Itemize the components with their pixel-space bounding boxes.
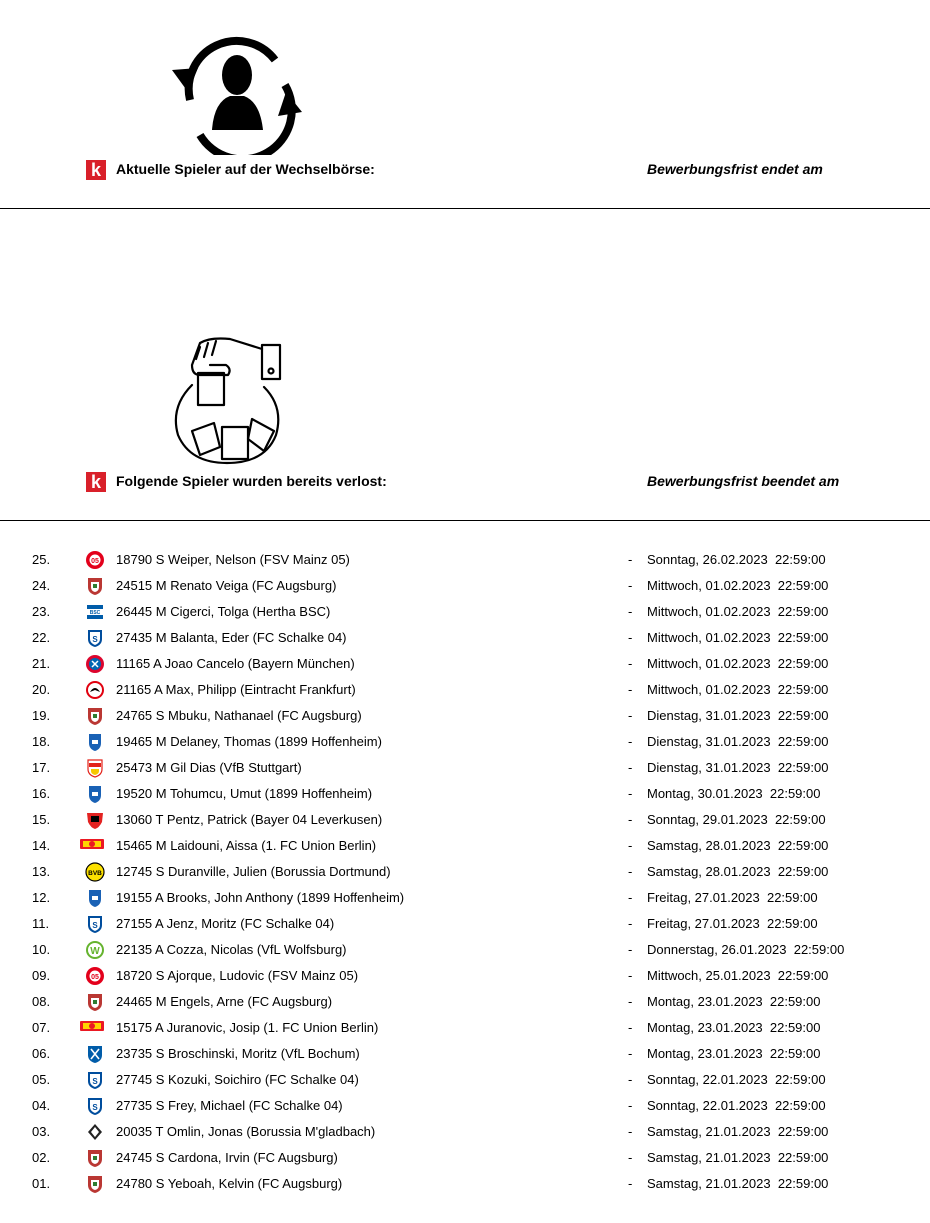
player-row <box>0 547 930 573</box>
club-crest-icon <box>85 1070 105 1090</box>
separator-dash: - <box>628 1150 633 1165</box>
deadline-date: Samstag, 28.01.2023 22:59:00 <box>647 838 829 853</box>
separator-dash: - <box>628 1098 633 1113</box>
row-number: 10. <box>32 942 51 957</box>
player-name: 24745 S Cardona, Irvin (FC Augsburg) <box>116 1150 338 1165</box>
row-number: 09. <box>32 968 51 983</box>
separator-dash: - <box>628 916 633 931</box>
separator-dash: - <box>628 812 633 827</box>
deadline-date: Sonntag, 26.02.2023 22:59:00 <box>647 552 826 567</box>
section-header-deadline-ends: Bewerbungsfrist endet am <box>647 161 823 177</box>
separator-dash: - <box>628 578 633 593</box>
separator-dash: - <box>628 838 633 853</box>
deadline-date: Mittwoch, 01.02.2023 22:59:00 <box>647 682 829 697</box>
club-crest-icon <box>85 888 105 908</box>
row-number: 18. <box>32 734 51 749</box>
player-row <box>0 1067 930 1093</box>
club-crest-icon <box>85 680 105 700</box>
player-name: 27745 S Kozuki, Soichiro (FC Schalke 04) <box>116 1072 359 1087</box>
club-crest-icon <box>85 862 105 882</box>
player-row <box>0 1145 930 1171</box>
section-title-drawn: Folgende Spieler wurden bereits verlost: <box>116 473 387 489</box>
player-name: 19520 M Tohumcu, Umut (1899 Hoffenheim) <box>116 786 373 801</box>
club-crest-icon <box>85 810 105 830</box>
player-name: 11165 A Joao Cancelo (Bayern München) <box>116 656 355 671</box>
separator-dash: - <box>628 630 633 645</box>
player-name: 24780 S Yeboah, Kelvin (FC Augsburg) <box>116 1176 343 1191</box>
row-number: 15. <box>32 812 51 827</box>
section-header-deadline-ended: Bewerbungsfrist beendet am <box>647 473 840 489</box>
row-number: 06. <box>32 1046 51 1061</box>
player-name: 19465 M Delaney, Thomas (1899 Hoffenheim) <box>116 734 382 749</box>
separator-dash: - <box>628 734 633 749</box>
player-row <box>0 1093 930 1119</box>
deadline-date: Mittwoch, 01.02.2023 22:59:00 <box>647 656 829 671</box>
row-number: 12. <box>32 890 51 905</box>
club-crest-icon <box>85 940 105 960</box>
player-row <box>0 755 930 781</box>
club-crest-icon <box>85 576 105 596</box>
player-row <box>0 885 930 911</box>
player-name: 19155 A Brooks, John Anthony (1899 Hoffenheim) <box>116 890 405 905</box>
row-number: 02. <box>32 1150 51 1165</box>
row-number: 04. <box>32 1098 51 1113</box>
row-number: 08. <box>32 994 51 1009</box>
deadline-date: Sonntag, 22.01.2023 22:59:00 <box>647 1072 826 1087</box>
club-crest-icon <box>85 784 105 804</box>
player-name: 24765 S Mbuku, Nathanael (FC Augsburg) <box>116 708 362 723</box>
player-row <box>0 703 930 729</box>
player-name: 27155 A Jenz, Moritz (FC Schalke 04) <box>116 916 335 931</box>
deadline-date: Sonntag, 22.01.2023 22:59:00 <box>647 1098 826 1113</box>
player-name: 15175 A Juranovic, Josip (1. FC Union Berlin) <box>116 1020 379 1035</box>
player-name: 21165 A Max, Philipp (Eintracht Frankfurt) <box>116 682 356 697</box>
svg-text:S: S <box>92 1077 98 1086</box>
svg-text:S: S <box>92 921 98 930</box>
separator-dash: - <box>628 552 633 567</box>
player-name: 27435 M Balanta, Eder (FC Schalke 04) <box>116 630 347 645</box>
player-name: 22135 A Cozza, Nicolas (VfL Wolfsburg) <box>116 942 347 957</box>
club-crest-icon <box>80 836 100 856</box>
player-row <box>0 781 930 807</box>
divider <box>0 208 930 209</box>
row-number: 25. <box>32 552 51 567</box>
row-number: 20. <box>32 682 51 697</box>
club-crest-icon <box>85 966 105 986</box>
deadline-date: Mittwoch, 01.02.2023 22:59:00 <box>647 604 829 619</box>
separator-dash: - <box>628 994 633 1009</box>
separator-dash: - <box>628 1046 633 1061</box>
svg-text:S: S <box>92 635 98 644</box>
club-crest-icon <box>85 1174 105 1194</box>
row-number: 21. <box>32 656 51 671</box>
row-number: 05. <box>32 1072 51 1087</box>
player-row <box>0 599 930 625</box>
row-number: 17. <box>32 760 51 775</box>
player-row <box>0 937 930 963</box>
separator-dash: - <box>628 1072 633 1087</box>
deadline-date: Freitag, 27.01.2023 22:59:00 <box>647 916 818 931</box>
deadline-date: Montag, 23.01.2023 22:59:00 <box>647 1020 821 1035</box>
separator-dash: - <box>628 864 633 879</box>
lottery-drawing-icon <box>170 335 285 465</box>
separator-dash: - <box>628 682 633 697</box>
row-number: 22. <box>32 630 51 645</box>
club-crest-icon <box>85 602 105 622</box>
kicker-logo: k <box>86 472 106 492</box>
row-number: 13. <box>32 864 51 879</box>
player-row <box>0 1119 930 1145</box>
row-number: 07. <box>32 1020 51 1035</box>
separator-dash: - <box>628 942 633 957</box>
club-crest-icon <box>85 628 105 648</box>
separator-dash: - <box>628 604 633 619</box>
deadline-date: Samstag, 21.01.2023 22:59:00 <box>647 1150 829 1165</box>
club-crest-icon <box>85 758 105 778</box>
svg-text:BVB: BVB <box>88 870 102 877</box>
player-name: 13060 T Pentz, Patrick (Bayer 04 Leverkusen) <box>116 812 383 827</box>
club-crest-icon <box>85 1122 105 1142</box>
deadline-date: Samstag, 28.01.2023 22:59:00 <box>647 864 829 879</box>
row-number: 24. <box>32 578 51 593</box>
row-number: 19. <box>32 708 51 723</box>
deadline-date: Dienstag, 31.01.2023 22:59:00 <box>647 734 829 749</box>
player-name: 25473 M Gil Dias (VfB Stuttgart) <box>116 760 302 775</box>
deadline-date: Mittwoch, 01.02.2023 22:59:00 <box>647 630 829 645</box>
club-crest-icon <box>85 1096 105 1116</box>
row-number: 11. <box>32 916 50 931</box>
club-crest-icon <box>85 992 105 1012</box>
player-name: 20035 T Omlin, Jonas (Borussia M'gladbach) <box>116 1124 376 1139</box>
row-number: 01. <box>32 1176 51 1191</box>
player-name: 24465 M Engels, Arne (FC Augsburg) <box>116 994 333 1009</box>
deadline-date: Montag, 23.01.2023 22:59:00 <box>647 1046 821 1061</box>
svg-text:S: S <box>92 1103 98 1112</box>
player-name: 18720 S Ajorque, Ludovic (FSV Mainz 05) <box>116 968 359 983</box>
club-crest-icon <box>80 1018 100 1038</box>
player-row <box>0 989 930 1015</box>
player-row <box>0 911 930 937</box>
kicker-logo: k <box>86 160 106 180</box>
deadline-date: Montag, 23.01.2023 22:59:00 <box>647 994 821 1009</box>
player-name: 15465 M Laidouni, Aissa (1. FC Union Berlin) <box>116 838 377 853</box>
separator-dash: - <box>628 786 633 801</box>
row-number: 03. <box>32 1124 51 1139</box>
player-row <box>0 729 930 755</box>
row-number: 14. <box>32 838 51 853</box>
deadline-date: Dienstag, 31.01.2023 22:59:00 <box>647 760 829 775</box>
player-row <box>0 573 930 599</box>
deadline-date: Freitag, 27.01.2023 22:59:00 <box>647 890 818 905</box>
player-row <box>0 1015 930 1041</box>
deadline-date: Sonntag, 29.01.2023 22:59:00 <box>647 812 826 827</box>
player-row <box>0 807 930 833</box>
club-crest-icon <box>85 706 105 726</box>
separator-dash: - <box>628 656 633 671</box>
svg-text:05: 05 <box>91 974 99 981</box>
player-name: 27735 S Frey, Michael (FC Schalke 04) <box>116 1098 343 1113</box>
section-title-current: Aktuelle Spieler auf der Wechselbörse: <box>116 161 375 177</box>
separator-dash: - <box>628 1124 633 1139</box>
club-crest-icon <box>85 654 105 674</box>
player-name: 23735 S Broschinski, Moritz (VfL Bochum) <box>116 1046 360 1061</box>
deadline-date: Donnerstag, 26.01.2023 22:59:00 <box>647 942 845 957</box>
player-row <box>0 677 930 703</box>
club-crest-icon <box>85 1044 105 1064</box>
row-number: 23. <box>32 604 51 619</box>
deadline-date: Dienstag, 31.01.2023 22:59:00 <box>647 708 829 723</box>
player-row <box>0 859 930 885</box>
club-crest-icon <box>85 550 105 570</box>
player-name: 12745 S Duranville, Julien (Borussia Dortmund) <box>116 864 391 879</box>
separator-dash: - <box>628 968 633 983</box>
player-name: 18790 S Weiper, Nelson (FSV Mainz 05) <box>116 552 350 567</box>
separator-dash: - <box>628 760 633 775</box>
player-row <box>0 625 930 651</box>
player-exchange-icon <box>170 30 305 155</box>
deadline-date: Montag, 30.01.2023 22:59:00 <box>647 786 821 801</box>
separator-dash: - <box>628 1176 633 1191</box>
player-row <box>0 1041 930 1067</box>
player-name: 24515 M Renato Veiga (FC Augsburg) <box>116 578 337 593</box>
player-row <box>0 833 930 859</box>
deadline-date: Samstag, 21.01.2023 22:59:00 <box>647 1176 829 1191</box>
player-row <box>0 963 930 989</box>
club-crest-icon <box>85 914 105 934</box>
club-crest-icon <box>85 1148 105 1168</box>
club-crest-icon <box>85 732 105 752</box>
row-number: 16. <box>32 786 51 801</box>
svg-text:W: W <box>90 946 100 957</box>
deadline-date: Mittwoch, 25.01.2023 22:59:00 <box>647 968 829 983</box>
deadline-date: Samstag, 21.01.2023 22:59:00 <box>647 1124 829 1139</box>
divider <box>0 520 930 521</box>
svg-text:BSC: BSC <box>89 610 101 616</box>
player-name: 26445 M Cigerci, Tolga (Hertha BSC) <box>116 604 331 619</box>
player-row <box>0 1171 930 1197</box>
separator-dash: - <box>628 708 633 723</box>
deadline-date: Mittwoch, 01.02.2023 22:59:00 <box>647 578 829 593</box>
svg-text:05: 05 <box>91 558 99 565</box>
player-row <box>0 651 930 677</box>
separator-dash: - <box>628 1020 633 1035</box>
separator-dash: - <box>628 890 633 905</box>
